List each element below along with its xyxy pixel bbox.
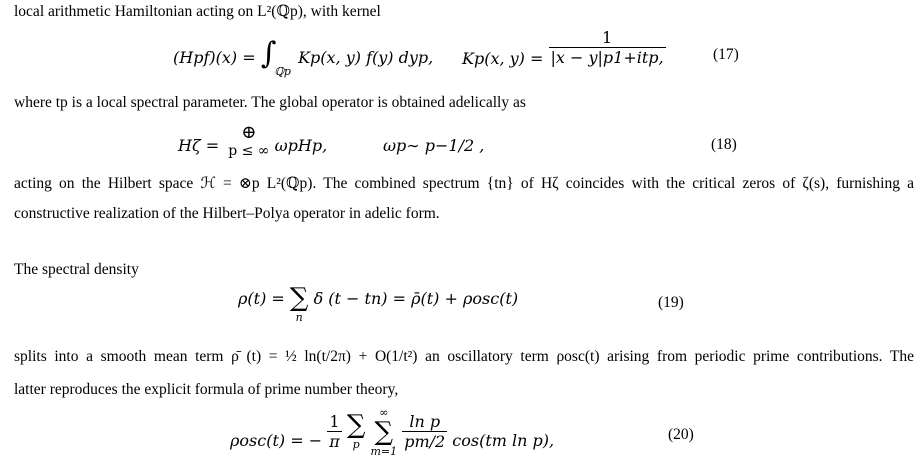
eq17-number: (17) xyxy=(713,46,739,63)
equation-18 xyxy=(178,122,327,159)
eq20-fraction xyxy=(402,412,447,451)
spectral-density-intro: The spectral density xyxy=(14,261,139,278)
eq17-lhs: (Hpf)(x) = xyxy=(173,48,256,67)
eq17-integral-domain: ℚp xyxy=(274,65,291,78)
eq18-lhs: Hζ = xyxy=(178,136,220,155)
eq19-sum-block xyxy=(290,285,309,324)
eq20-coefficient xyxy=(327,412,342,451)
eq20-sum2-block xyxy=(370,406,397,458)
eq18-oplus-block xyxy=(228,122,269,159)
eq20-tail: cos(tm ln p), xyxy=(452,431,555,450)
eq18-oplus-under: p ≤ ∞ xyxy=(228,143,270,159)
equation-19 xyxy=(238,285,518,324)
eq20-sum2-upper: ∞ xyxy=(379,406,389,419)
hilbert-paragraph-line-1: acting on the Hilbert space ℋ = ⊗p L²(ℚp). The combined spectrum {tn} of Hζ coincides with the critical zeros of ζ(s), furnishing a xyxy=(14,175,914,192)
splits-line: splits into a smooth mean term ρ̄ (t) = ½ ln(t/2π) + O(1/t²) an oscillatory term ρosc(t) arising from periodic prime contributions. The xyxy=(14,348,914,365)
integral-sign: ∫ xyxy=(260,36,277,71)
tp-line: where tp is a local spectral parameter. The global operator is obtained adelically as xyxy=(14,94,526,111)
hilbert-paragraph-line-2: constructive realization of the Hilbert–Polya operator in adelic form. xyxy=(14,205,440,222)
eq17-kernel-lhs: Kp(x, y) = xyxy=(462,49,544,68)
eq20-lhs: ρosc(t) = − xyxy=(230,431,323,450)
eq17-kernel xyxy=(462,30,666,69)
eq17-kernel-denominator: |x − y|p1+itp, xyxy=(550,48,664,67)
sum-sign: ∑ xyxy=(374,417,394,447)
eq18-number: (18) xyxy=(711,136,737,153)
eq17-kernel-fraction xyxy=(549,28,666,67)
sum-sign: ∑ xyxy=(346,410,366,440)
eq20-coef-num: 1 xyxy=(329,412,340,431)
eq20-sum1-index: p xyxy=(352,438,360,451)
eq20-frac-num: ln p xyxy=(409,412,441,431)
eq17-integrand: Kp(x, y) f(y) dyp, xyxy=(298,48,434,67)
eq17-kernel-numerator: 1 xyxy=(601,28,613,47)
eq18-term: ωpHp, xyxy=(274,136,328,155)
equation-17 xyxy=(173,36,434,78)
eq19-number: (19) xyxy=(658,294,684,311)
latter-line: latter reproduces the explicit formula of prime number theory, xyxy=(14,381,399,398)
eq20-frac-den: pm/2 xyxy=(404,432,446,451)
eq20-number: (20) xyxy=(668,426,694,443)
eq19-rhs: δ (t − tn) = ρ̄(t) + ρosc(t) xyxy=(313,289,519,308)
sum-sign: ∑ xyxy=(289,283,309,313)
intro-line: local arithmetic Hamiltonian acting on L²(ℚp), with kernel xyxy=(14,3,381,20)
eq19-sum-index: n xyxy=(295,311,303,324)
eq20-coef-den: π xyxy=(329,432,340,451)
eq19-lhs: ρ(t) = xyxy=(238,289,285,308)
eq20-sum1-block xyxy=(347,412,366,451)
eq20-sum2-lower: m=1 xyxy=(370,445,398,458)
oplus-icon: ⊕ xyxy=(241,122,257,143)
equation-20 xyxy=(230,406,554,458)
eq18-weight: ωp∼ p−1/2 , xyxy=(383,136,485,155)
